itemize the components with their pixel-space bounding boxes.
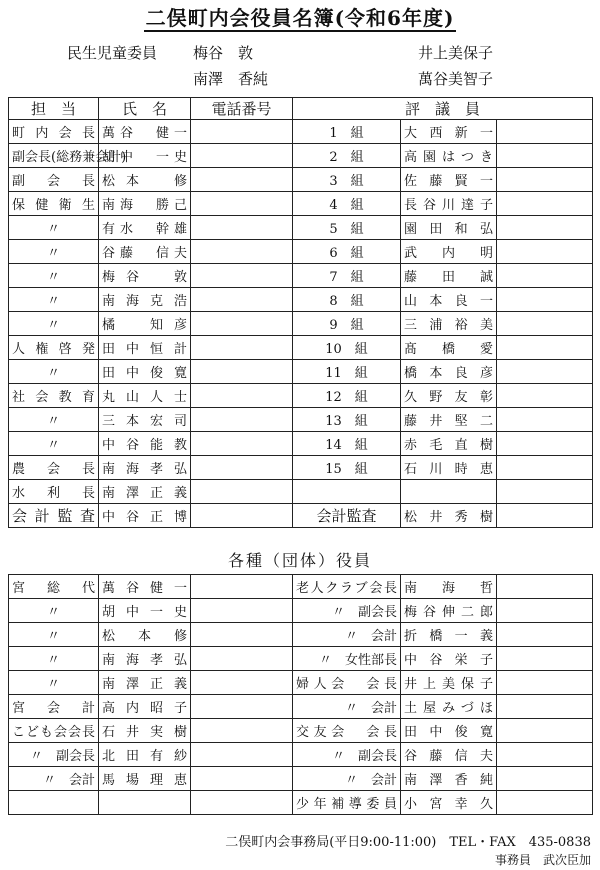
name-cell: 田中俊寛 [99, 360, 191, 384]
group-role-cell [9, 791, 99, 815]
group-role-cell: 〃 女性部長 [293, 647, 401, 671]
group-role-cell: 〃 副会長 [293, 599, 401, 623]
group-name-cell: 田中俊寛 [401, 719, 497, 743]
role-cell: 〃 [9, 216, 99, 240]
councilor-name-cell: 久野友彰 [401, 384, 497, 408]
phone-cell [191, 312, 293, 336]
group-name-cell: 土屋みづほ [401, 695, 497, 719]
councilor-phone-cell [497, 120, 593, 144]
phone-cell [191, 168, 293, 192]
councilor-name-cell [401, 480, 497, 504]
group-phone-cell [191, 743, 293, 767]
group-role-cell: 〃 会計 [293, 767, 401, 791]
header-name: 氏 名 [99, 98, 191, 120]
phone-cell [191, 336, 293, 360]
table-row [9, 791, 593, 815]
phone-cell [191, 456, 293, 480]
group-role-cell: 〃 [9, 671, 99, 695]
table-row [9, 504, 593, 528]
councilor-phone-cell [497, 384, 593, 408]
group-phone-cell [497, 599, 593, 623]
councilor-name-cell: 松井秀樹 [401, 504, 497, 528]
councilor-phone-cell [497, 480, 593, 504]
name-cell: 田中恒計 [99, 336, 191, 360]
group-phone-cell [191, 623, 293, 647]
group-name-cell: 折橋一義 [401, 623, 497, 647]
name-cell: 南澤正義 [99, 480, 191, 504]
table-row [9, 480, 593, 504]
phone-cell [191, 240, 293, 264]
councilor-group-cell: 15 組 [293, 456, 401, 480]
name-cell: 萬谷 健一 [99, 120, 191, 144]
group-phone-cell [497, 743, 593, 767]
header-councilors: 評 議 員 [293, 98, 593, 120]
group-role-cell: 老人クラブ会長 [293, 575, 401, 599]
councilor-name-cell: 大西新一 [401, 120, 497, 144]
role-cell: 〃 [9, 288, 99, 312]
phone-cell [191, 432, 293, 456]
group-role-cell: 少年補導委員 [293, 791, 401, 815]
councilor-name-cell: 長谷川達子 [401, 192, 497, 216]
group-phone-cell [497, 647, 593, 671]
phone-cell [191, 408, 293, 432]
councilor-group-cell: 4 組 [293, 192, 401, 216]
table-row [9, 120, 593, 144]
name-cell: 梅谷 敦 [99, 264, 191, 288]
group-name-cell: 谷藤信夫 [401, 743, 497, 767]
welfare-member: 梅谷 敦 [193, 44, 254, 62]
councilor-phone-cell [497, 144, 593, 168]
group-role-cell: 婦人会 会長 [293, 671, 401, 695]
group-name-cell: 井上美保子 [401, 671, 497, 695]
group-phone-cell [191, 767, 293, 791]
councilor-name-cell: 山本良一 [401, 288, 497, 312]
table-row [9, 719, 593, 743]
table-row [9, 599, 593, 623]
name-cell: 南海克浩 [99, 288, 191, 312]
phone-cell [191, 384, 293, 408]
group-phone-cell [191, 791, 293, 815]
table-row [9, 264, 593, 288]
group-name-cell: 胡中一史 [99, 599, 191, 623]
group-name-cell: 梅谷伸二郎 [401, 599, 497, 623]
councilor-phone-cell [497, 432, 593, 456]
role-cell: 〃 [9, 312, 99, 336]
groups-title: 各種（団体）役員 [227, 551, 372, 570]
councilor-group-cell: 1 組 [293, 120, 401, 144]
phone-cell [191, 288, 293, 312]
name-cell: 橘 知彦 [99, 312, 191, 336]
group-phone-cell [191, 695, 293, 719]
name-cell: 胡中 一史 [99, 144, 191, 168]
phone-cell [191, 504, 293, 528]
header-phone: 電話番号 [191, 98, 293, 120]
welfare-label: 民生児童委員 [67, 44, 158, 62]
councilor-group-cell: 2 組 [293, 144, 401, 168]
group-name-cell: 南海孝弘 [99, 647, 191, 671]
name-cell: 中谷正博 [99, 504, 191, 528]
councilor-name-cell: 髙橋愛 [401, 336, 497, 360]
table-row [9, 456, 593, 480]
name-cell: 有水 幹雄 [99, 216, 191, 240]
table-row [9, 671, 593, 695]
welfare-member: 萬谷美智子 [418, 70, 494, 88]
table-row [9, 312, 593, 336]
role-cell: 水利長 [9, 480, 99, 504]
officers-table [8, 97, 593, 528]
councilor-phone-cell [497, 336, 593, 360]
councilor-group-cell: 11 組 [293, 360, 401, 384]
councilor-group-cell: 会計監査 [293, 504, 401, 528]
councilor-name-cell: 石川時恵 [401, 456, 497, 480]
role-cell: 農会長 [9, 456, 99, 480]
group-role-cell: 〃 会計 [293, 623, 401, 647]
group-role-cell: 宮総代 [9, 575, 99, 599]
group-phone-cell [497, 575, 593, 599]
role-cell: 町内会長 [9, 120, 99, 144]
table-row [9, 623, 593, 647]
councilor-group-cell: 7 組 [293, 264, 401, 288]
table-row [9, 144, 593, 168]
councilor-name-cell: 佐藤賢一 [401, 168, 497, 192]
table-row [9, 192, 593, 216]
group-phone-cell [191, 647, 293, 671]
councilor-name-cell: 橋本良彦 [401, 360, 497, 384]
councilor-group-cell: 5 組 [293, 216, 401, 240]
group-phone-cell [497, 767, 593, 791]
councilor-name-cell: 藤田誠 [401, 264, 497, 288]
group-name-cell: 南海哲 [401, 575, 497, 599]
councilor-group-cell: 13 組 [293, 408, 401, 432]
group-name-cell: 石井実樹 [99, 719, 191, 743]
councilor-group-cell: 6 組 [293, 240, 401, 264]
role-cell: 保健衛生 [9, 192, 99, 216]
councilor-phone-cell [497, 504, 593, 528]
name-cell: 三本宏司 [99, 408, 191, 432]
phone-cell [191, 480, 293, 504]
role-cell: 〃 [9, 240, 99, 264]
group-name-cell: 小宮幸久 [401, 791, 497, 815]
role-cell: 人権啓発 [9, 336, 99, 360]
councilor-name-cell: 高園はつき [401, 144, 497, 168]
phone-cell [191, 144, 293, 168]
role-cell: 副会長(総務兼会計) [9, 144, 99, 168]
councilor-group-cell: 12 組 [293, 384, 401, 408]
councilor-phone-cell [497, 408, 593, 432]
group-role-cell: 〃 会計 [293, 695, 401, 719]
role-cell: 〃 [9, 432, 99, 456]
phone-cell [191, 192, 293, 216]
councilor-group-cell: 9 組 [293, 312, 401, 336]
table-row [9, 432, 593, 456]
group-phone-cell [497, 623, 593, 647]
header-role: 担 当 [9, 98, 99, 120]
role-cell: 社会教育 [9, 384, 99, 408]
councilor-name-cell: 武内明 [401, 240, 497, 264]
councilor-phone-cell [497, 192, 593, 216]
councilor-phone-cell [497, 168, 593, 192]
group-name-cell: 萬谷健一 [99, 575, 191, 599]
table-row [9, 240, 593, 264]
group-role-cell: 〃 [9, 647, 99, 671]
group-role-cell: 〃 会計 [9, 767, 99, 791]
councilor-group-cell: 10 組 [293, 336, 401, 360]
clerk-info: 事務員 武次臣加 [494, 853, 591, 867]
welfare-member: 南澤 香純 [193, 70, 269, 88]
table-row [9, 336, 593, 360]
table-row [9, 695, 593, 719]
group-phone-cell [191, 671, 293, 695]
table-row [9, 767, 593, 791]
phone-cell [191, 264, 293, 288]
table-row [9, 168, 593, 192]
table-row [9, 288, 593, 312]
group-role-cell: 〃 副会長 [293, 743, 401, 767]
table-row [9, 408, 593, 432]
group-role-cell: 交友会 会長 [293, 719, 401, 743]
councilor-phone-cell [497, 240, 593, 264]
councilor-phone-cell [497, 456, 593, 480]
table-row [9, 575, 593, 599]
welfare-member: 井上美保子 [418, 44, 494, 62]
councilor-name-cell: 藤井堅二 [401, 408, 497, 432]
group-phone-cell [191, 719, 293, 743]
councilor-name-cell: 園田和弘 [401, 216, 497, 240]
group-phone-cell [191, 599, 293, 623]
councilor-phone-cell [497, 288, 593, 312]
group-name-cell: 中谷栄子 [401, 647, 497, 671]
page-title: 二俣町内会役員名簿(令和6年度) [145, 6, 455, 30]
councilor-phone-cell [497, 264, 593, 288]
group-phone-cell [191, 575, 293, 599]
group-name-cell: 北田有紗 [99, 743, 191, 767]
group-role-cell: 〃 [9, 623, 99, 647]
group-name-cell: 南澤正義 [99, 671, 191, 695]
councilor-group-cell [293, 480, 401, 504]
councilor-group-cell: 3 組 [293, 168, 401, 192]
phone-cell [191, 216, 293, 240]
group-phone-cell [497, 791, 593, 815]
group-name-cell: 南澤香純 [401, 767, 497, 791]
phone-cell [191, 120, 293, 144]
group-phone-cell [497, 671, 593, 695]
table-row [9, 743, 593, 767]
table-row [9, 360, 593, 384]
group-name-cell: 馬場理恵 [99, 767, 191, 791]
role-cell: 〃 [9, 408, 99, 432]
councilor-phone-cell [497, 312, 593, 336]
name-cell: 南海 勝己 [99, 192, 191, 216]
group-name-cell: 高内昭子 [99, 695, 191, 719]
role-cell: 副会長 [9, 168, 99, 192]
table-row [9, 647, 593, 671]
role-cell: 〃 [9, 264, 99, 288]
group-name-cell [99, 791, 191, 815]
group-role-cell: 〃 [9, 599, 99, 623]
phone-cell [191, 360, 293, 384]
councilor-name-cell: 三浦裕美 [401, 312, 497, 336]
name-cell: 谷藤 信夫 [99, 240, 191, 264]
group-officers-table [8, 574, 593, 815]
councilor-name-cell: 赤毛直樹 [401, 432, 497, 456]
role-cell: 会計監査 [9, 504, 99, 528]
table-row [9, 384, 593, 408]
councilor-group-cell: 8 組 [293, 288, 401, 312]
councilor-group-cell: 14 組 [293, 432, 401, 456]
group-phone-cell [497, 719, 593, 743]
group-role-cell: こども会会長 [9, 719, 99, 743]
name-cell: 丸山人士 [99, 384, 191, 408]
group-phone-cell [497, 695, 593, 719]
group-role-cell: 〃 副会長 [9, 743, 99, 767]
councilor-phone-cell [497, 216, 593, 240]
role-cell: 〃 [9, 360, 99, 384]
office-info: 二俣町内会事務局(平日9:00-11:00) TEL・FAX 435-0838 [225, 835, 591, 850]
name-cell: 松本 修 [99, 168, 191, 192]
name-cell: 南海孝弘 [99, 456, 191, 480]
group-role-cell: 宮会計 [9, 695, 99, 719]
group-name-cell: 松本修 [99, 623, 191, 647]
councilor-phone-cell [497, 360, 593, 384]
name-cell: 中谷能教 [99, 432, 191, 456]
table-row [9, 216, 593, 240]
officers-header-row [9, 98, 593, 120]
